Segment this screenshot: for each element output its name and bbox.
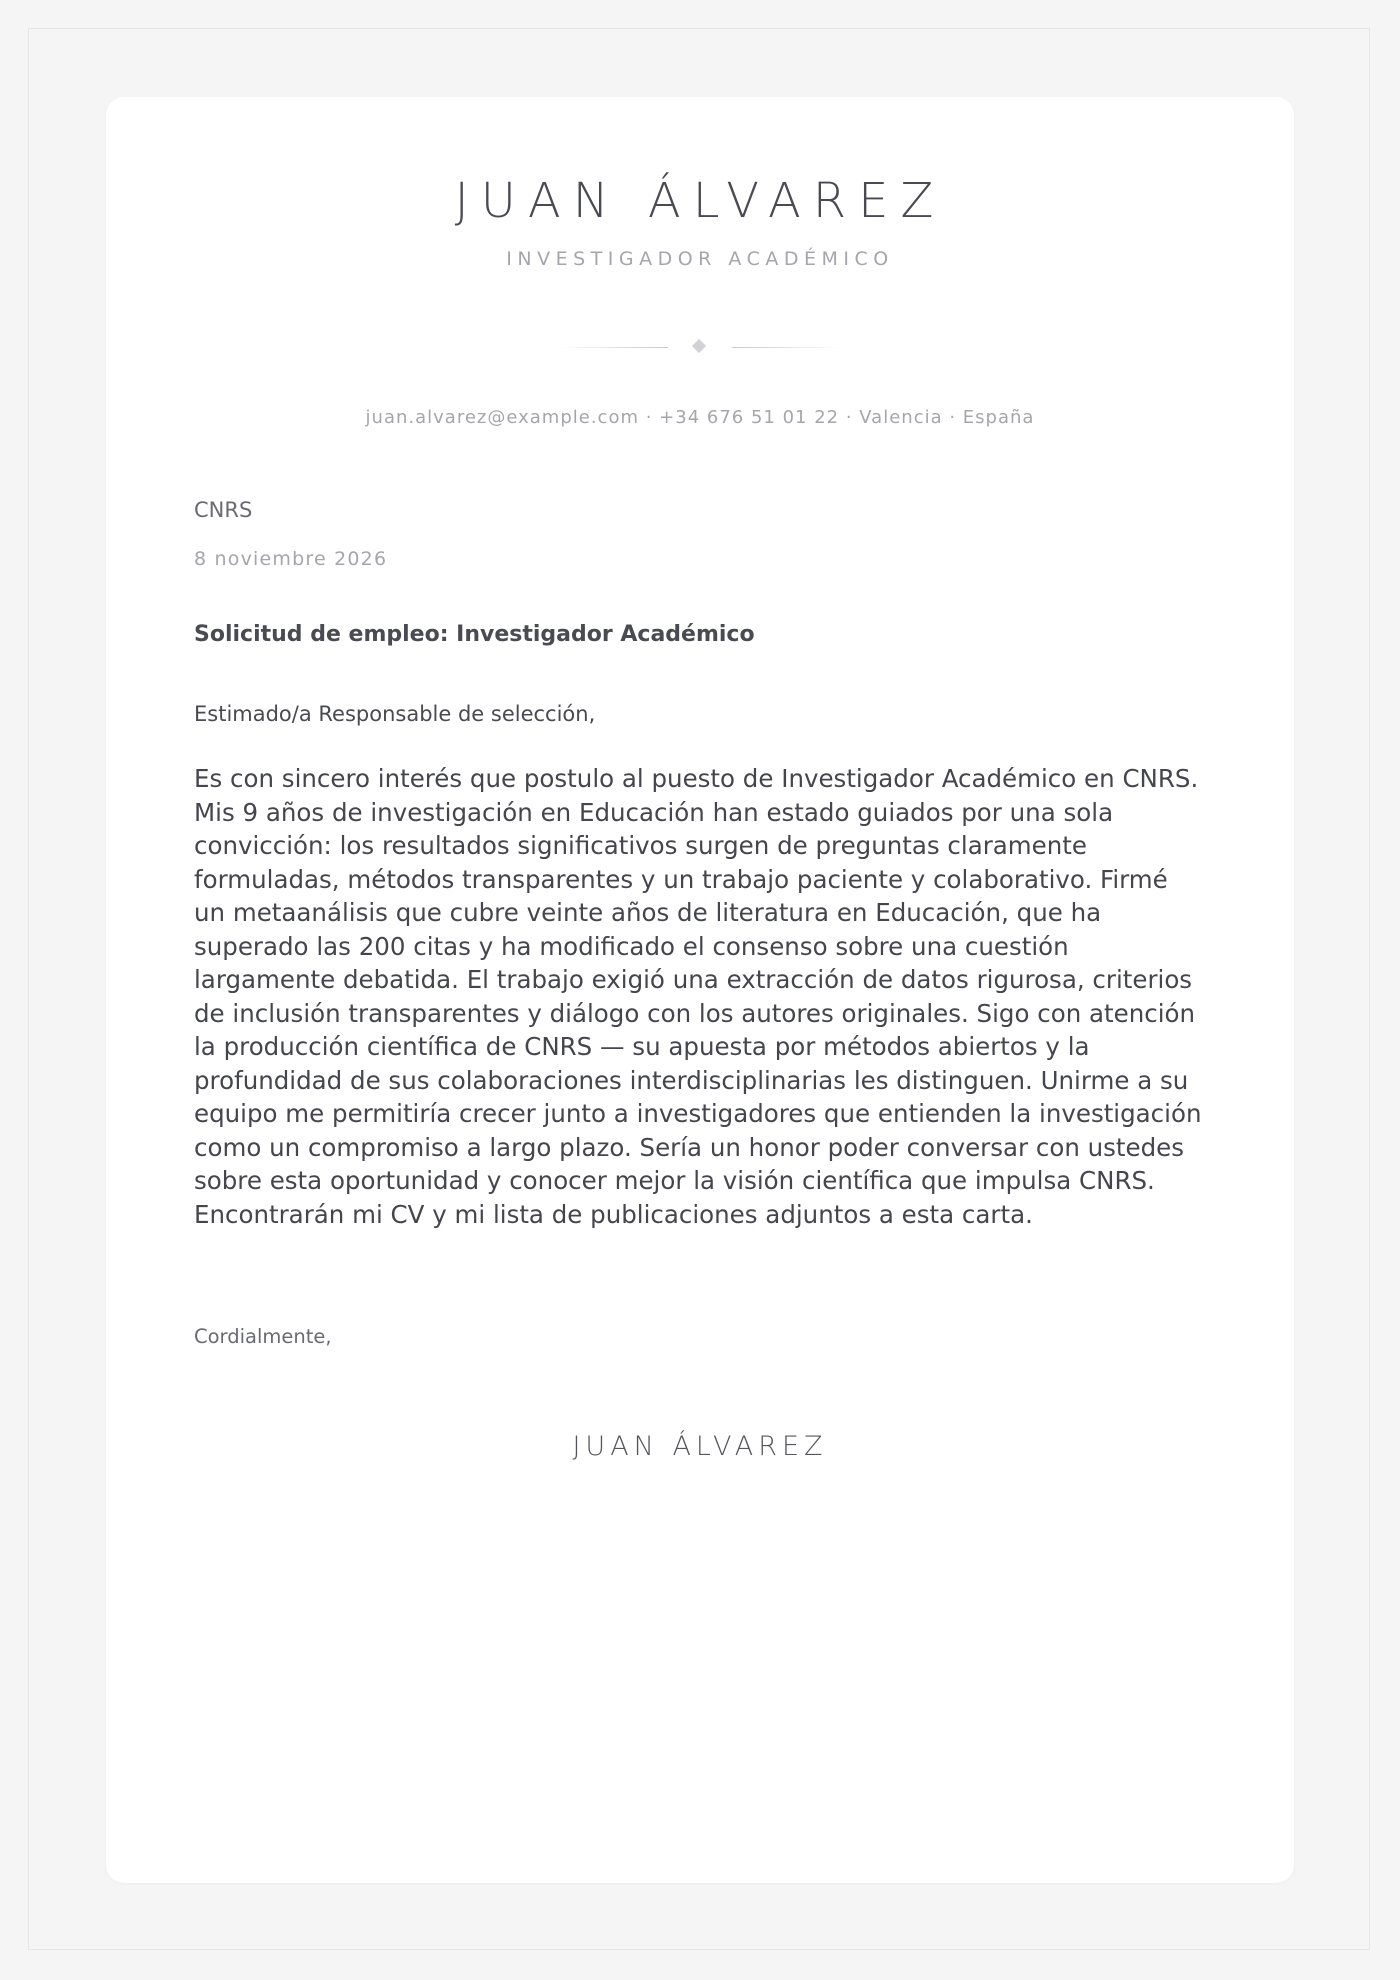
recipient: CNRS [194, 498, 253, 522]
divider-line-left [558, 347, 668, 348]
letter-body: Es con sincero interés que postulo al puesto de Investigador Académico en CNRS. Mis 9 años de investigación en Educación han estado guiados por una sola convicción: los resultados significativos surgen de preguntas claramente formuladas, métodos transparentes y un trabajo paciente y colaborativo. Firmé un metaanálisis que cubre veinte años de literatura en Educación, que ha superado las 200 citas y ha modificado el consenso sobre una cuestión largamente debatida. El trabajo exigió una extracción de datos rigurosa, criterios de inclusión transparentes y diálogo con los autores originales. Sigo con atención la producción científica de CNRS — su apuesta por métodos abiertos y la profundidad de sus colaboraciones interdisciplinarias les distinguen. Unirme a su equipo me permitiría crecer junto a investigadores que entienden la investigación como un compromiso a largo plazo. Sería un honor poder conversar con ustedes sobre esta oportunidad y conocer mejor la visión científica que impulsa CNRS. Encontrarán mi CV y mi lista de publicaciones adjuntos a esta carta. [194, 764, 1202, 1229]
salutation: Estimado/a Responsable de selección, [194, 702, 596, 726]
diamond-ornament-icon [692, 339, 706, 353]
letter-page [106, 97, 1294, 1883]
header-divider [106, 337, 1294, 357]
contact-line: juan.alvarez@example.com · +34 676 51 01 22 · Valencia · España [365, 407, 1035, 428]
closing: Cordialmente, [194, 1325, 332, 1348]
divider-line-right [732, 347, 842, 348]
signature: JUAN ÁLVAREZ [572, 1431, 828, 1462]
applicant-title: INVESTIGADOR ACADÉMICO [506, 248, 894, 270]
applicant-name: JUAN ÁLVAREZ [454, 173, 946, 229]
letter-subject: Solicitud de empleo: Investigador Académico [194, 622, 755, 647]
letter-date: 8 noviembre 2026 [194, 548, 388, 570]
